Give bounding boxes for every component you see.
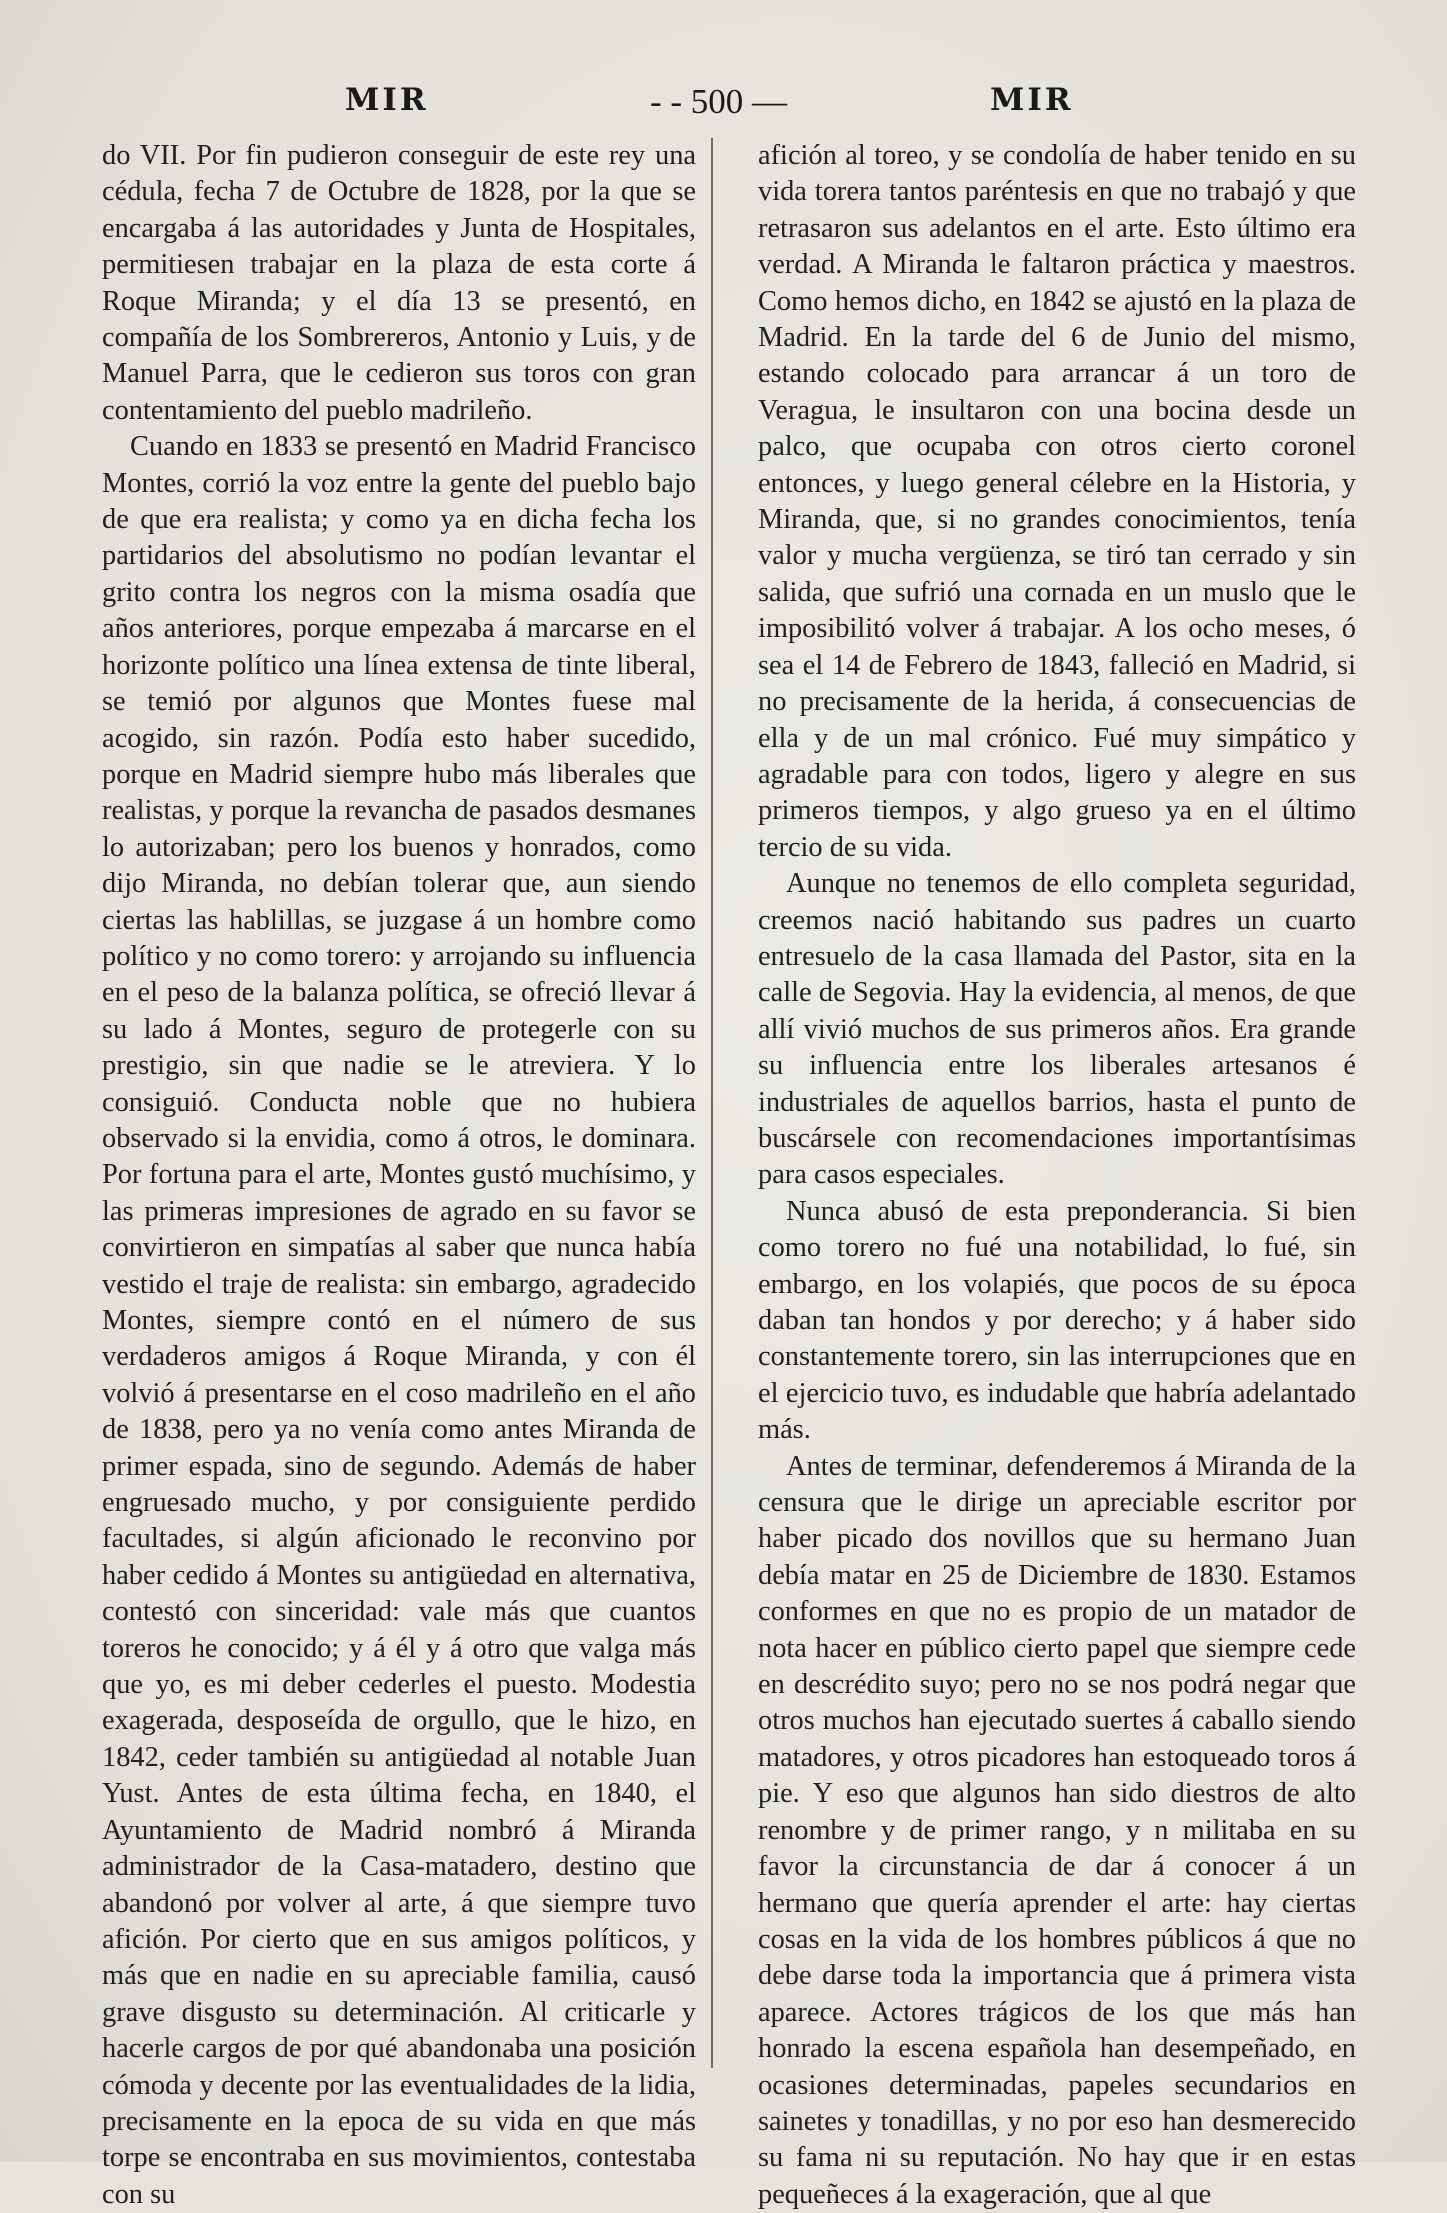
right-column: [758, 138, 1356, 2213]
left-column: [102, 138, 696, 2213]
header-right-word: MIR: [990, 82, 1074, 118]
paragraph: do VII. Por fin pudieron conseguir de este rey una cédula, fecha 7 de Octubre de 1828, por la que se encargaba á las autoridades y Junta de Hospitales, permitiesen trabajar en la plaza de esta corte á Roque Miranda; y el día 13 se presentó, en compañía de los Sombrereros, Antonio y Luis, y de Manuel Parra, que le cedieron sus toros con gran contentamiento del pueblo madrileño.: [102, 140, 696, 426]
page-number: - - 500 —: [650, 82, 788, 121]
column-divider: [711, 138, 713, 2068]
paragraph: Cuando en 1833 se presentó en Madrid Francisco Montes, corrió la voz entre la gente del pueblo bajo de que era realista; y como ya en dicha fecha los partidarios del absolutismo no podían levantar el grito contra los negros con la misma osadía que años anteriores, porque empezaba á marcarse en el horizonte político una línea extensa de tinte liberal, se temió por algunos que Montes fuese mal acogido, sin razón. Podía esto haber sucedido, porque en Madrid siempre hubo más liberales que realistas, y porque la revancha de pasados desmanes lo autorizaban; pero los buenos y honrados, como dijo Miranda, no debían tolerar que, aun siendo ciertas las hablillas, se juzgase á un hombre como político y no como torero: y arrojando su influencia en el peso de la balanza política, se ofreció llevar á su lado á Montes, seguro de protegerle con su prestigio, sin que nadie se le atreviera. Y lo consiguió. Conducta noble que no hubiera observado si la envidia, como á otros, le dominara. Por fortuna para el arte, Montes gustó muchísimo, y las primeras impresiones de agrado en su favor se convirtieron en simpatías al saber que nunca había vestido el traje de realista: sin embargo, agradecido Montes, siempre contó en el número de sus verdaderos amigos á Roque Miranda, y con él volvió á presentarse en el coso madrileño en el año de 1838, pero ya no venía como antes Miranda de primer espada, sino de segundo. Además de haber engruesado mucho, y por consiguiente perdido facultades, si algún aficionado le reconvino por haber cedido á Montes su antigüedad en alternativa, contestó con sinceridad: vale más que cuantos toreros he conocido; y á él y á otro que valga más que yo, es mi deber cederles el puesto. Modestia exagerada, desposeída de orgullo, que le hizo, en 1842, ceder también su antigüedad al notable Juan Yust. Antes de esta última fecha, en 1840, el Ayuntamiento de Madrid nombró á Miranda administrador de la Casa-matadero, destino que abandonó por volver al arte, á que siempre tuvo afición. Por cierto que en sus amigos políticos, y más que en nadie en su apreciable familia, causó grave disgusto su determinación. Al criticarle y hacerle cargos de por qué abandonaba una posición cómoda y decente por las eventualidades de la lidia, precisamente en la epoca de su vida en que más torpe se encontraba en sus movimientos, contestaba con su: [102, 431, 696, 2210]
paragraph: Antes de terminar, defenderemos á Miranda de la censura que le dirige un apreciable escritor por haber picado dos novillos que su hermano Juan debía matar en 25 de Diciembre de 1830. Estamos conformes en que no es propio de un matador de nota hacer en público cierto papel que siempre cede en descrédito suyo; pero no se nos podrá negar que otros muchos han ejecutado suertes á caballo siendo matadores, y otros picadores han estoqueado toros á pie. Y eso que algunos han sido diestros de alto renombre y de primer rango, y n militaba en su favor la circunstancia de dar á conocer á un hermano que quería aprender el arte: hay ciertas cosas en la vida de los hombres públicos á que no debe darse toda la importancia que á primera vista aparece. Actores trágicos de los que más han honrado la escena española han desempeñado, en ocasiones determinadas, papeles secundarios en sainetes y tonadillas, y no por eso han desmerecido su fama ni su reputación. No hay que ir en estas pequeñeces á la exageración, que al que: [758, 1450, 1356, 2210]
paragraph: Aunque no tenemos de ello completa seguridad, creemos nació habitando sus padres un cuarto entresuelo de la casa llamada del Pastor, sita en la calle de Segovia. Hay la evidencia, al menos, de que allí vivió muchos de sus primeros años. Era grande su influencia entre los liberales artesanos é industriales de aquellos barrios, hasta el punto de buscársele con recomendaciones importantísimas para casos especiales.: [758, 868, 1356, 1191]
running-header: [0, 82, 1447, 132]
paragraph: Nunca abusó de esta preponderancia. Si bien como torero no fué una notabilidad, lo fué, sin embargo, en los volapiés, que pocos de su época daban tan hondos y por derecho; y á haber sido constantemente torero, sin las interrupciones que en el ejercicio tuvo, es indudable que habría adelantado más.: [758, 1195, 1356, 1446]
paragraph: afición al toreo, y se condolía de haber tenido en su vida torera tantos paréntesis en que no trabajó y que retrasaron sus adelantos en el arte. Esto último era verdad. A Miranda le faltaron práctica y maestros. Como hemos dicho, en 1842 se ajustó en la plaza de Madrid. En la tarde del 6 de Junio del mismo, estando colocado para arrancar á un toro de Veragua, le insultaron con una bocina desde un palco, que ocupaba con otros cierto coronel entonces, y luego general célebre en la Historia, y Miranda, que, si no grandes conocimientos, tenía valor y mucha vergüenza, se tiró tan cerrado y sin salida, que sufrió una cornada en un muslo que le imposibilitó volver á trabajar. A los ocho meses, ó sea el 14 de Febrero de 1843, falleció en Madrid, si no precisamente de la herida, á consecuencias de ella y de un mal crónico. Fué muy simpático y agradable para con todos, ligero y alegre en sus primeros tiempos, y algo grueso ya en el último tercio de su vida.: [758, 140, 1356, 863]
header-left-word: MIR: [345, 82, 429, 118]
